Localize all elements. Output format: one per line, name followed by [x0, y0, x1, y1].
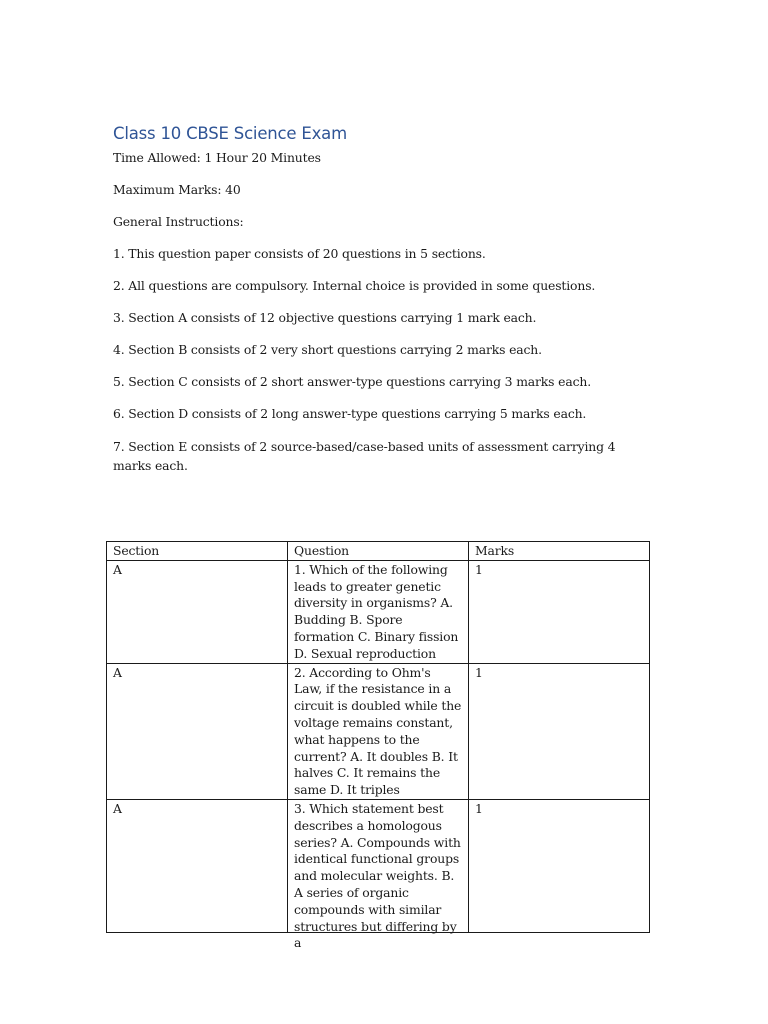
- maximum-marks: Maximum Marks: 40: [113, 182, 241, 197]
- marks-cell: 1: [469, 799, 650, 932]
- instruction-item: 4. Section B consists of 2 very short questions carrying 2 marks each.: [113, 342, 542, 357]
- instruction-item: 2. All questions are compulsory. Internal choice is provided in some questions.: [113, 278, 596, 293]
- header-section: Section: [107, 542, 288, 561]
- marks-cell: 1: [469, 663, 650, 799]
- table-row: [107, 799, 650, 932]
- table-row: [107, 560, 650, 663]
- question-cell: 2. According to Ohm's Law, if the resistance in a circuit is doubled while the voltage remains constant, what happens to the current? A. It doubles B. It halves C. It remains the same D. It triples: [288, 663, 469, 799]
- instruction-item: 7. Section E consists of 2 source-based/case-based units of assessment carrying 4 marks each.: [113, 439, 616, 473]
- header-question: Question: [288, 542, 469, 561]
- marks-cell: 1: [469, 560, 650, 663]
- section-cell: A: [107, 663, 288, 799]
- question-text: 3. Which statement best describes a homologous series? A. Compounds with identical functional groups and molecular weights. B. A series of organic compounds with similar structures but differing by a: [294, 800, 461, 951]
- page-title: Class 10 CBSE Science Exam: [113, 124, 347, 143]
- question-cell: 1. Which of the following leads to greater genetic diversity in organisms? A. Budding B. Spore formation C. Binary fission D. Sexual reproduction: [288, 560, 469, 663]
- instruction-item: 3. Section A consists of 12 objective questions carrying 1 mark each.: [113, 310, 537, 325]
- header-marks: Marks: [469, 542, 650, 561]
- instructions-heading: General Instructions:: [113, 214, 244, 229]
- time-allowed: Time Allowed: 1 Hour 20 Minutes: [113, 150, 321, 165]
- instruction-item: 6. Section D consists of 2 long answer-type questions carrying 5 marks each.: [113, 406, 587, 421]
- instruction-item: 1. This question paper consists of 20 questions in 5 sections.: [113, 246, 486, 261]
- section-cell: A: [107, 560, 288, 663]
- question-cell: [288, 799, 469, 951]
- section-cell: A: [107, 799, 288, 932]
- table-header-row: [107, 542, 650, 561]
- instruction-item: 5. Section C consists of 2 short answer-type questions carrying 3 marks each.: [113, 374, 591, 389]
- questions-table: [106, 541, 650, 951]
- table-row: [107, 663, 650, 799]
